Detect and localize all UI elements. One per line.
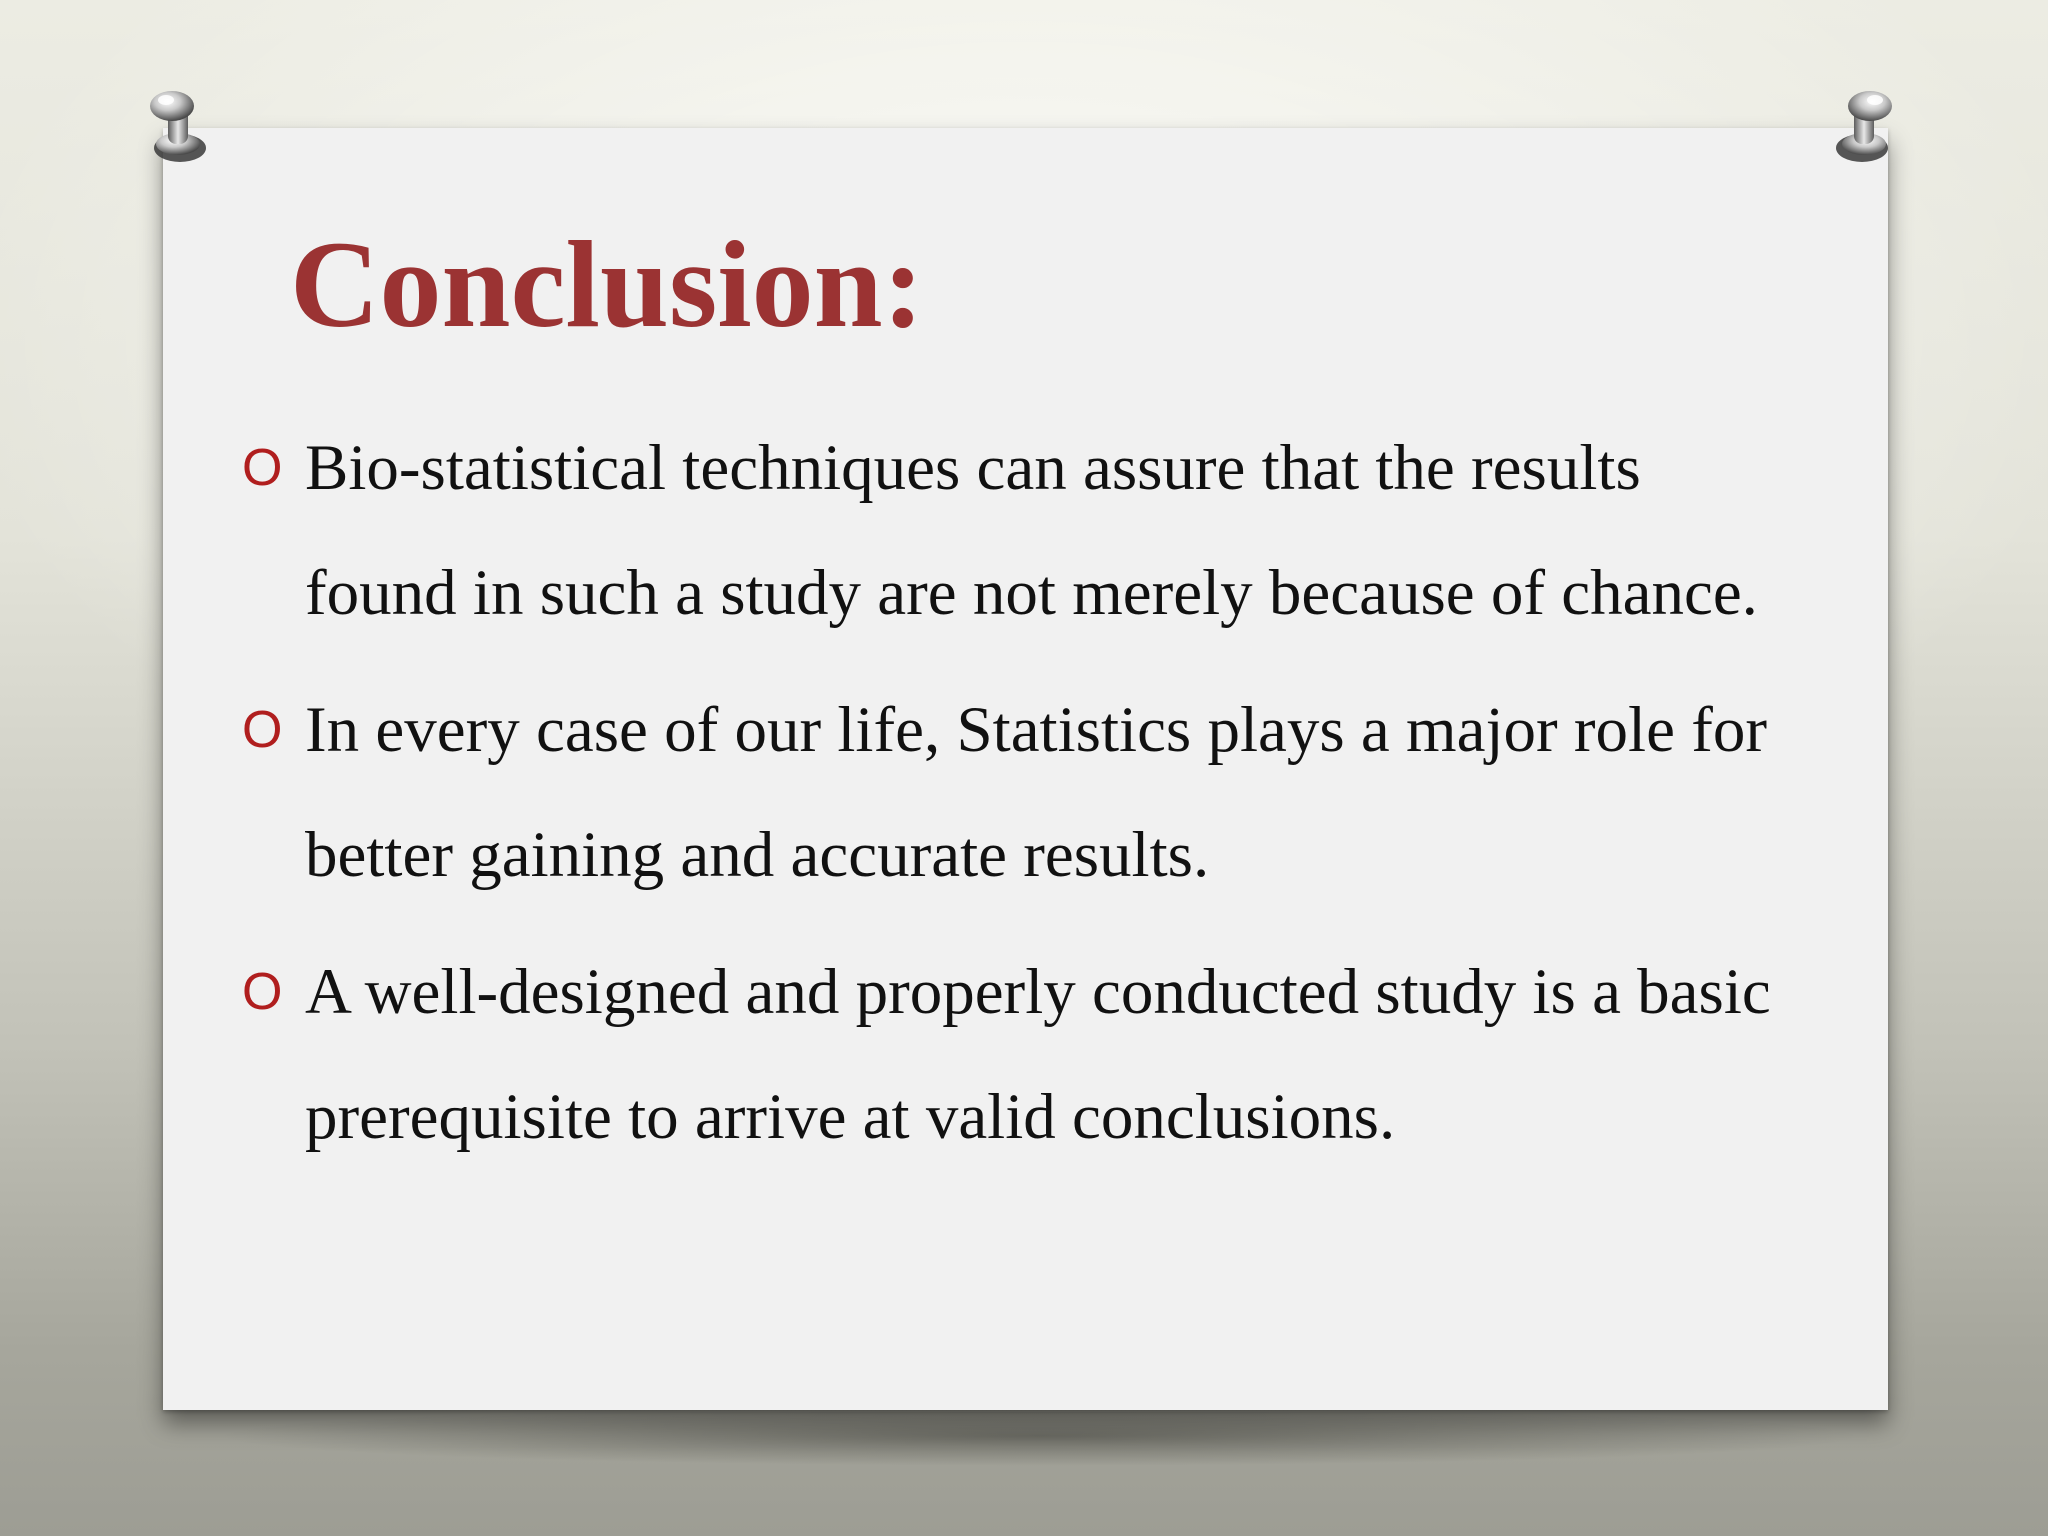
bullet-item: [242, 930, 1802, 1180]
bullet-item: [242, 668, 1802, 918]
pushpin-right-icon: [1830, 82, 1902, 168]
pushpin-left-icon: [140, 82, 212, 168]
bullet-text: In every case of our life, Statistics plays a major role for better gaining and accurate results.: [305, 694, 1767, 891]
bullet-marker-icon: O: [242, 963, 283, 1021]
bullet-marker-icon: O: [242, 439, 283, 497]
bullet-item: [242, 406, 1802, 656]
bullet-marker-icon: O: [242, 701, 283, 759]
bullet-list: [242, 406, 1802, 1192]
paper-shadow: [220, 1412, 1860, 1472]
bullet-text: Bio-statistical techniques can assure that the results found in such a study are not merely because of chance.: [305, 432, 1758, 629]
slide-title: Conclusion:: [290, 216, 924, 353]
bullet-text: A well-designed and properly conducted study is a basic prerequisite to arrive at valid conclusions.: [305, 956, 1771, 1153]
